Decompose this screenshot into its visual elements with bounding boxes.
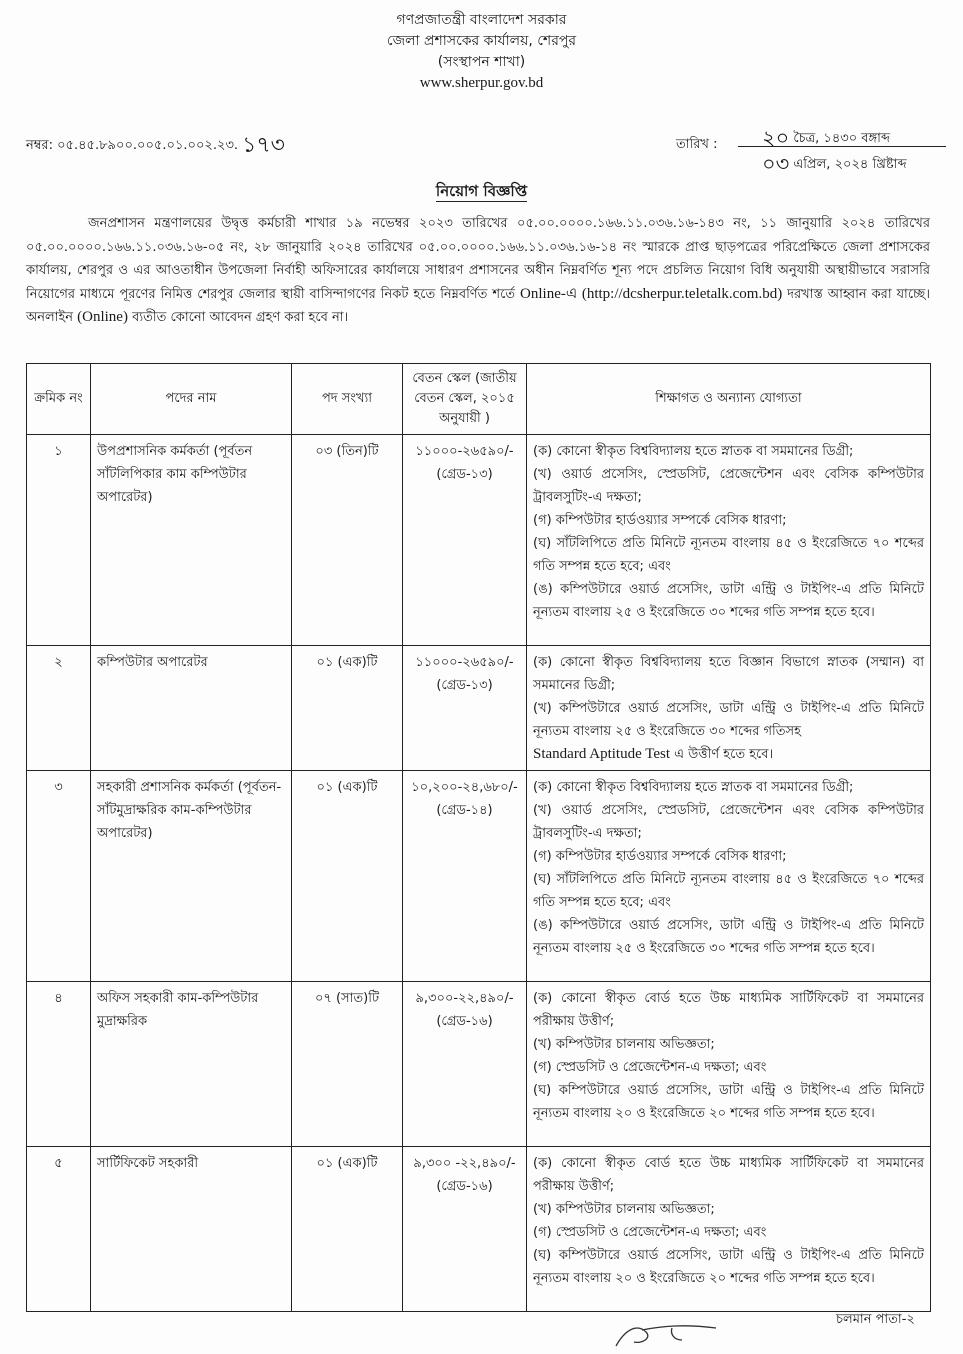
row-scale — [403, 982, 527, 1147]
qual-item-tail — [533, 743, 924, 766]
row-grade: (গ্রেড-১৬) — [436, 1014, 493, 1029]
qual-item: (খ) কম্পিউটারে ওয়ার্ড প্রসেসিং, ডাটা এন্ট্রি ও টাইপিং-এ প্রতি মিনিটে নূন্যতম বাংলায় ২৫ ও ইংরেজিতে ৩০ শব্দের গতিসহ — [533, 701, 924, 739]
memo-number — [26, 128, 285, 165]
row-quals — [527, 982, 931, 1147]
row-post: সহকারী প্রশাসনিক কর্মকর্তা (পূর্বতন-সাঁটমুদ্রাক্ষরিক কাম-কম্পিউটার অপারেটর) — [91, 771, 292, 982]
row-post: অফিস সহকারী কাম-কম্পিউটার মুদ্রাক্ষরিক — [91, 982, 292, 1147]
memo-value: ০৫.৪৫.৮৯০০.০০৫.০১.০০২.২৩. — [57, 138, 239, 153]
notice-title-wrap — [0, 180, 963, 205]
table-row — [27, 435, 931, 646]
qual-item: (ঘ) কম্পিউটারে ওয়ার্ড প্রসেসিং, ডাটা এন্ট্রি ও টাইপিং-এ প্রতি মিনিটে নূন্যতম বাংলায় ২০ ও ইংরেজিতে ২০ শব্দের গতি সম্পন্ন হতে হবে। — [533, 1083, 924, 1121]
memo-label: নম্বর: — [26, 138, 53, 153]
qual-item: (খ) ওয়ার্ড প্রসেসিং, স্প্রেডসিট, প্রেজেন্টেশন এবং বেসিক কম্পিউটার ট্রাবলসুটিং-এ দক্ষতা; — [533, 803, 924, 841]
row-quals — [527, 646, 931, 771]
row-scale-range: ৯,৩০০ -২২,৪৯০/- — [413, 1156, 516, 1171]
qual-item: (গ) কম্পিউটার হার্ডওয়্যার সম্পর্কে বেসিক ধারণা; — [533, 849, 787, 864]
header-quals: শিক্ষাগত ও অন্যান্য যোগ্যতা — [527, 364, 931, 435]
row-scale — [403, 1147, 527, 1312]
date-english — [762, 148, 907, 183]
govt-name: গণপ্রজাতন্ত্রী বাংলাদেশ সরকার — [396, 12, 567, 28]
online-link[interactable]: Online-এ (http://dcsherpur.teletalk.com.bd) — [520, 285, 783, 302]
table-row — [27, 982, 931, 1147]
continued-page-note: চলমান পাতা-২ — [836, 1312, 915, 1327]
intro-part3: ব্যতীত কোনো আবেদন গ্রহণ করা হবে না। — [127, 310, 349, 325]
section-name: (সংস্থাপন শাখা) — [437, 54, 526, 70]
table-header-row — [27, 364, 931, 435]
table-row — [27, 771, 931, 982]
signature-mark — [612, 1318, 722, 1350]
row-count: ০৭ (সাত)টি — [292, 982, 403, 1147]
memo-handwritten-number: ১৭৩ — [242, 133, 285, 158]
date-label: তারিখ : — [676, 137, 718, 152]
row-scale-range: ১১০০০-২৬৫৯০/- — [415, 444, 514, 459]
intro-part2: দরখাস্ত আহ্বান করা যাচ্ছে। অনলাইন — [26, 286, 931, 325]
qual-item: (ক) কোনো স্বীকৃত বিশ্ববিদ্যালয় হতে স্নাতক বা সমমানের ডিগ্রী; — [533, 780, 854, 795]
row-serial: ২ — [27, 646, 91, 771]
row-serial: ৫ — [27, 1147, 91, 1312]
row-post: সার্টিফিকেট সহকারী — [91, 1147, 292, 1312]
posts-table — [26, 363, 931, 1312]
row-scale — [403, 771, 527, 982]
row-scale — [403, 646, 527, 771]
website-link[interactable]: www.sherpur.gov.bd — [419, 75, 544, 91]
date-block — [676, 122, 946, 176]
intro-part1: জনপ্রশাসন মন্ত্রণালয়ের উদ্বৃত্ত কর্মচারী শাখার ১৯ নভেম্বর ২০২৩ তারিখের ০৫.০০.০০০০.১৬৬.১১.০৩৬.১৬-১৪৩ নং, ১১ জানুয়ারি ২০২৪ তারিখের ০৫.০০.০০০০.১৬৬.১১.০৩৬.১৬-০৫ নং, ২৮ জানুয়ারি ২০২৪ তারিখের ০৫.০০.০০০০.১৬৬.১১.০৩৬.১৬-১৪ নং স্মারকে প্রাপ্ত ছাড়পত্রের পরিপ্রেক্ষিতে জেলা প্রশাসকের কার্যালয়, শেরপুর ও এর আওতাধীন উপজেলা নির্বাহী অফিসারের কার্যালয়ে সাধারণ প্রশাসনের অধীন নিম্নবর্ণিত শূন্য পদে প্রচলিত নিয়োগ বিধি অনুযায়ী অস্থায়ীভাবে সরাসরি নিয়োগের মাধ্যমে পূরণের নিমিত্ত শেরপুর জেলার স্থায়ী বাসিন্দাগণের নিকট হতে নিম্নবর্ণিত শর্তে — [26, 216, 930, 302]
row-quals — [527, 1147, 931, 1312]
row-post: উপপ্রশাসনিক কর্মকর্তা (পূর্বতন সাঁটলিপিকার কাম কম্পিউটার অপারেটর) — [91, 435, 292, 646]
row-serial: ১ — [27, 435, 91, 646]
notice-title: নিয়োগ বিজ্ঞপ্তি — [435, 182, 528, 200]
header-count: পদ সংখ্যা — [292, 364, 403, 435]
qual-item: (খ) ওয়ার্ড প্রসেসিং, স্প্রেডসিট, প্রেজেন্টেশন এবং বেসিক কম্পিউটার ট্রাবলসুটিং-এ দক্ষতা; — [533, 467, 924, 505]
date-divider — [738, 146, 946, 147]
qual-item: (খ) কম্পিউটার চালনায় অভিজ্ঞতা; — [533, 1202, 715, 1217]
row-scale — [403, 435, 527, 646]
date-bangla-day: ২০ — [762, 126, 790, 150]
qual-item: (গ) স্প্রেডসিট ও প্রেজেন্টেশন-এ দক্ষতা; এবং — [533, 1060, 767, 1075]
qual-item: (ঘ) সাঁটলিপিতে প্রতি মিনিটে ন্যূনতম বাংলায় ৪৫ ও ইংরেজিতে ৭০ শব্দের গতি সম্পন্ন হতে হবে; এবং — [533, 536, 924, 574]
date-bangla-rest: চৈত্র, ১৪৩০ বঙ্গাব্দ — [793, 131, 891, 146]
letterhead — [0, 10, 963, 94]
office-name: জেলা প্রশাসকের কার্যালয়, শেরপুর — [386, 33, 577, 49]
row-quals — [527, 771, 931, 982]
date-english-rest: এপ্রিল, ২০২৪ খ্রিষ্টাব্দ — [793, 157, 907, 172]
row-scale-range: ৯,৩০০-২২,৪৯০/- — [415, 991, 514, 1006]
row-serial: ৪ — [27, 982, 91, 1147]
qual-item: (ক) কোনো স্বীকৃত বোর্ড হতে উচ্চ মাধ্যমিক সার্টিফিকেট বা সমমানের পরীক্ষায় উত্তীর্ণ; — [533, 991, 924, 1029]
online-word: (Online) — [77, 309, 128, 325]
row-post: কম্পিউটার অপারেটর — [91, 646, 292, 771]
row-grade: (গ্রেড-১৪) — [436, 803, 493, 818]
qual-item: (খ) কম্পিউটার চালনায় অভিজ্ঞতা; — [533, 1037, 715, 1052]
aptitude-test-name: Standard Aptitude Test — [533, 746, 670, 762]
row-count: ০১ (এক)টি — [292, 646, 403, 771]
intro-paragraph — [26, 212, 930, 330]
aptitude-test-tail: এ উত্তীর্ণ হতে হবে। — [670, 747, 774, 762]
qual-item: (ঙ) কম্পিউটারে ওয়ার্ড প্রসেসিং, ডাটা এন্ট্রি ও টাইপিং-এ প্রতি মিনিটে নূন্যতম বাংলায় ২৫ ও ইংরেজিতে ৩০ শব্দের গতি সম্পন্ন হতে হবে। — [533, 582, 924, 620]
qual-item: (ঙ) কম্পিউটারে ওয়ার্ড প্রসেসিং, ডাটা এন্ট্রি ও টাইপিং-এ প্রতি মিনিটে নূন্যতম বাংলায় ২৫ ও ইংরেজিতে ৩০ শব্দের গতি সম্পন্ন হতে হবে। — [533, 918, 924, 956]
date-english-day: ০৩ — [762, 152, 790, 176]
row-grade: (গ্রেড-১৩) — [436, 678, 493, 693]
table-row — [27, 646, 931, 771]
header-scale: বেতন স্কেল (জাতীয় বেতন স্কেল, ২০১৫ অনুযায়ী ) — [403, 364, 527, 435]
row-count: ০১ (এক)টি — [292, 771, 403, 982]
qual-item: (ঘ) সাঁটলিপিতে প্রতি মিনিটে ন্যূনতম বাংলায় ৪৫ ও ইংরেজিতে ৭০ শব্দের গতি সম্পন্ন হতে হবে; এবং — [533, 872, 924, 910]
row-count: ০৩ (তিন)টি — [292, 435, 403, 646]
header-post: পদের নাম — [91, 364, 292, 435]
row-grade: (গ্রেড-১৩) — [436, 467, 493, 482]
qual-item: (ক) কোনো স্বীকৃত বিশ্ববিদ্যালয় হতে বিজ্ঞান বিভাগে স্নাতক (সম্মান) বা সমমানের ডিগ্রী; — [533, 655, 924, 693]
qual-item: (ঘ) কম্পিউটারে ওয়ার্ড প্রসেসিং, ডাটা এন্ট্রি ও টাইপিং-এ প্রতি মিনিটে নূন্যতম বাংলায় ২০ ও ইংরেজিতে ২০ শব্দের গতি সম্পন্ন হতে হবে। — [533, 1248, 924, 1286]
qual-item: (ক) কোনো স্বীকৃত বিশ্ববিদ্যালয় হতে স্নাতক বা সমমানের ডিগ্রী; — [533, 444, 854, 459]
row-scale-range: ১০,২০০-২৪,৬৮০/- — [411, 780, 518, 795]
row-scale-range: ১১০০০-২৬৫৯০/- — [415, 655, 514, 670]
qual-item: (গ) স্প্রেডসিট ও প্রেজেন্টেশন-এ দক্ষতা; এবং — [533, 1225, 767, 1240]
row-serial: ৩ — [27, 771, 91, 982]
row-count: ০১ (এক)টি — [292, 1147, 403, 1312]
qual-item: (গ) কম্পিউটার হার্ডওয়্যার সম্পর্কে বেসিক ধারণা; — [533, 513, 787, 528]
header-serial: ক্রমিক নং — [27, 364, 91, 435]
row-quals — [527, 435, 931, 646]
table-row — [27, 1147, 931, 1312]
row-grade: (গ্রেড-১৬) — [436, 1179, 493, 1194]
qual-item: (ক) কোনো স্বীকৃত বোর্ড হতে উচ্চ মাধ্যমিক সার্টিফিকেট বা সমমানের পরীক্ষায় উত্তীর্ণ; — [533, 1156, 924, 1194]
